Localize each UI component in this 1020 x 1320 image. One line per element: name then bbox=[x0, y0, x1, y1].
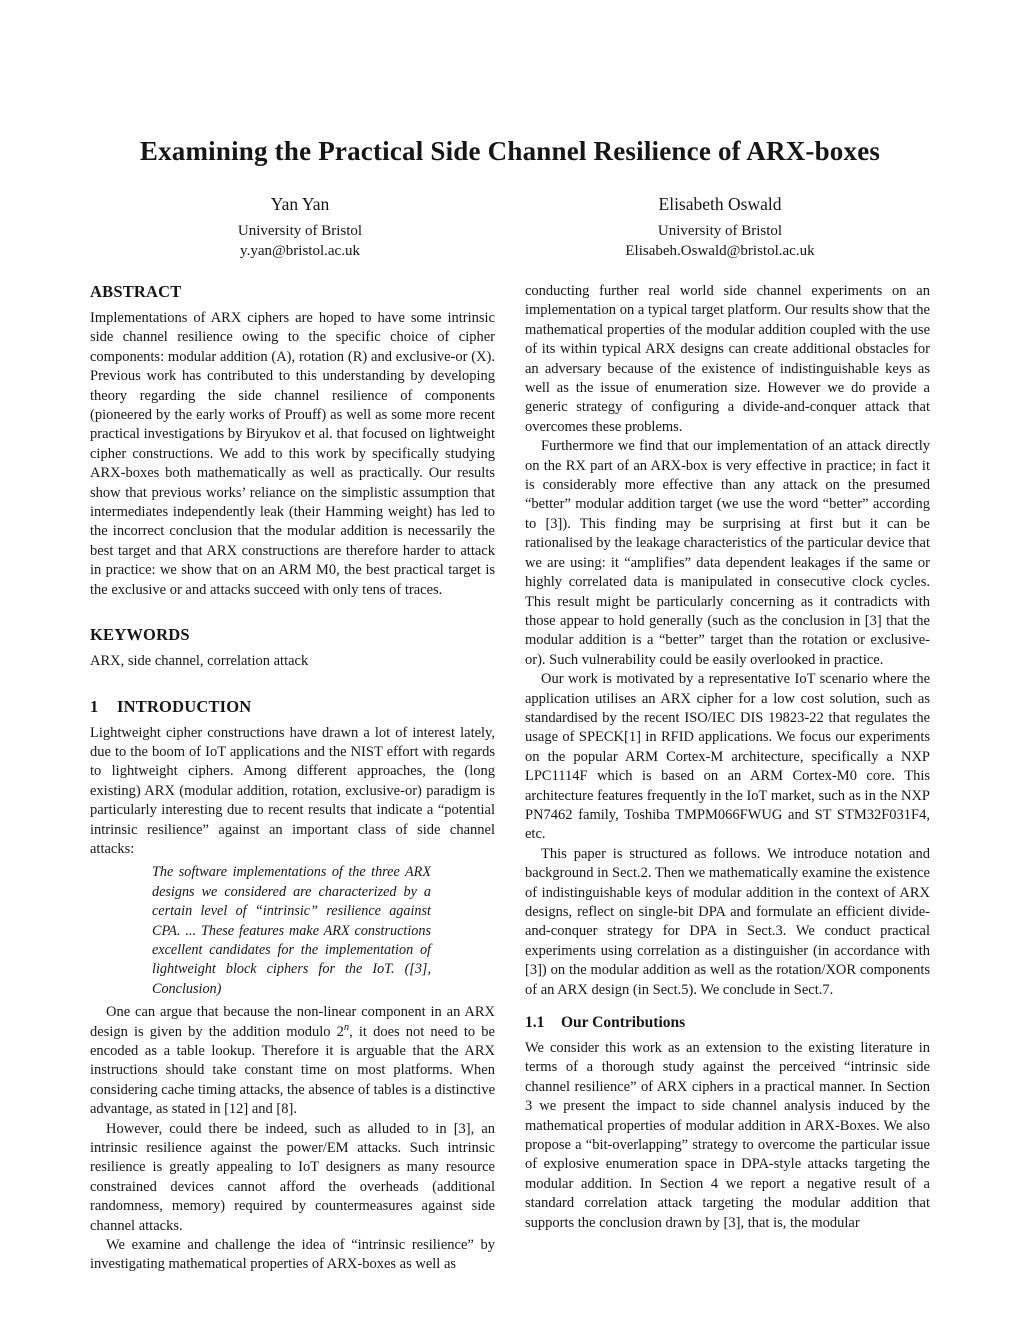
paragraph-furthermore: Furthermore we find that our implementation of an attack directly on the RX part of an ARX-box is very effective in practice; in fact it is considerably more effective than any attack on the presumed “better” modular addition target (we use the word “better” according to [3]). This finding may be surprising at first but it can be rationalised by the leakage characteristics of the particular device that we are using: it “amplifies” data dependent leakages if the same or highly correlated data is manipulated in consecutive clock cycles. This result might be particularly concerning as it contradicts with those appear to hold generally (such as the conclusion in [3] that the modular addition is a “better” target than the rotation or exclusive-or). Such vulnerability could be easily overlooked in practice. bbox=[525, 438, 930, 668]
continuation-paragraph: conducting further real world side channel experiments on an implementation on a typical target platform. Our results show that the mathematical properties of the modular addition coupled with the use of its within typical ARX designs can create additional obstacles for an adversary because of the existence of indistinguishable keys as well as the issue of enumeration size. However we do provide a generic strategy of configuring a divide-and-conquer attack that overcomes these problems. bbox=[525, 283, 930, 435]
subsection-heading-contributions bbox=[525, 1014, 930, 1032]
author-name: Yan Yan bbox=[270, 194, 330, 214]
author-affiliation: University of Bristol bbox=[657, 223, 783, 239]
abstract-heading: ABSTRACT bbox=[90, 282, 182, 301]
author-row bbox=[90, 194, 930, 261]
section-title: INTRODUCTION bbox=[117, 696, 252, 716]
subsection-title: Our Contributions bbox=[561, 1014, 686, 1032]
intro-paragraph-2 bbox=[90, 1003, 495, 1119]
author-email: y.yan@bristol.ac.uk bbox=[240, 243, 360, 259]
subsection-number: 1.1 bbox=[525, 1014, 545, 1032]
author-name: Elisabeth Oswald bbox=[658, 194, 782, 214]
author-affiliation: University of Bristol bbox=[237, 223, 363, 239]
section-heading-introduction bbox=[90, 697, 495, 717]
keywords-heading: KEYWORDS bbox=[90, 625, 190, 645]
left-column bbox=[90, 282, 495, 1275]
paper-title: Examining the Practical Side Channel Resilience of ARX-boxes bbox=[139, 136, 881, 166]
contributions-paragraph: We consider this work as an extension to the existing literature in terms of a thorough study against the perceived “intrinsic side channel resilience” of ARX ciphers in a practical manner. In Section 3 we present the impact to side channel analysis induced by the mathematical properties of modular addition in ARX-Boxes. We also propose a “bit-overlapping” strategy to overcome the particular issue of explosive enumeration space in DPA-style attacks targeting the modular addition. In Section 4 we report a negative result of a standard correlation attack targeting the modular addition that supports the conclusion drawn by [3], that is, the modular bbox=[525, 1040, 930, 1231]
superscript-n: n bbox=[343, 1021, 350, 1033]
keywords-text: ARX, side channel, correlation attack bbox=[90, 653, 309, 670]
author-block-1 bbox=[90, 194, 510, 261]
block-quote: The software implementations of the three ARX designs we considered are characterized by a certain level of “intrinsic” resilience against CPA. ... These features make ARX constructions excellent candidates for the implementation of lightweight block ciphers for the IoT. ([3], Conclusion) bbox=[152, 864, 431, 997]
intro-paragraph-2-text-cont: , it does not need to be encoded as a table lookup. Therefore it is arguable that the ARX instructions should take constant time on most platforms. When considering cache timing attacks, the absence of tables is a distinctive advantage, as stated in [12] and [8]. bbox=[90, 1023, 495, 1118]
intro-paragraph-4: We examine and challenge the idea of “intrinsic resilience” by investigating mathematical properties of ARX-boxes as well as bbox=[90, 1237, 495, 1273]
author-email: Elisabeh.Oswald@bristol.ac.uk bbox=[625, 243, 815, 259]
intro-paragraph-1: Lightweight cipher constructions have drawn a lot of interest lately, due to the boom of IoT applications and the NIST effort with regards to lightweight ciphers. Among different approaches, the (long existing) ARX (modular addition, rotation, exclusive-or) paradigm is particularly interesting due to recent results that indicate a “potential intrinsic resilience” against an important class of side channel attacks: bbox=[90, 724, 495, 857]
right-column bbox=[525, 282, 930, 1275]
intro-paragraph-3: However, could there be indeed, such as alluded to in [3], an intrinsic resilience against the power/EM attacks. Such intrinsic resilience is greatly appealing to IoT designers as many resource constrained devices cannot afford the overheads (additional randomness, memory) required by countermeasures against side channel attacks. bbox=[90, 1120, 495, 1234]
intro-paragraph-2-text: One can argue that because the non-linear component in an ARX design is given by the addition modulo 2 bbox=[90, 1004, 495, 1040]
paragraph-motivation: Our work is motivated by a representative IoT scenario where the application utilises an ARX cipher for a low cost solution, such as standardised by the recent ISO/IEC DIS 19823-22 that regulates the usage of SPECK[1] in RFID applications. We focus our experiments on the popular ARM Cortex-M architecture, specifically a NXP LPC1114F which is based on an ARM Cortex-M0 core. This architecture features frequently in the IoT market, such as in the NXP PN7462 family, Toshiba TMPM066FWUG and ST STM32F031F4, etc. bbox=[525, 671, 930, 843]
abstract-text: Implementations of ARX ciphers are hoped to have some intrinsic side channel resilience owing to the specific choice of cipher components: modular addition (A), rotation (R) and exclusive-or (X). Previous work has contributed to this understanding by developing theory regarding the side channel resilience of components (pioneered by the early works of Prouff) as well as some more recent practical investigations by Biryukov et al. that focused on lightweight cipher constructions. We add to this work by specifically studying ARX-boxes both mathematically as well as practically. Our results show that previous works’ reliance on the simplistic assumption that intermediates independently leak (their Hamming weight) has led to the incorrect conclusion that the modular addition is necessarily the best target and that ARX constructions are therefore harder to attack in practice: we show that on an ARM M0, the best practical target is the exclusive or and attacks succeed with only tens of traces. bbox=[90, 310, 495, 598]
section-number: 1 bbox=[90, 696, 99, 716]
paragraph-structure: This paper is structured as follows. We introduce notation and background in Sect.2. Then we mathematically examine the existence of indistinguishable keys of modular addition in the context of ARX designs, reflect on single-bit DPA and formulate an efficient divide-and-conquer strategy for DPA in Sect.3. We conduct practical experiments using correlation as a distinguisher (in accordance with [3]) on the modular addition as well as the rotation/XOR components of an ARX design (in Sect.5). We conclude in Sect.7. bbox=[525, 845, 930, 998]
two-column-body bbox=[90, 282, 930, 1275]
author-block-2 bbox=[510, 194, 930, 261]
